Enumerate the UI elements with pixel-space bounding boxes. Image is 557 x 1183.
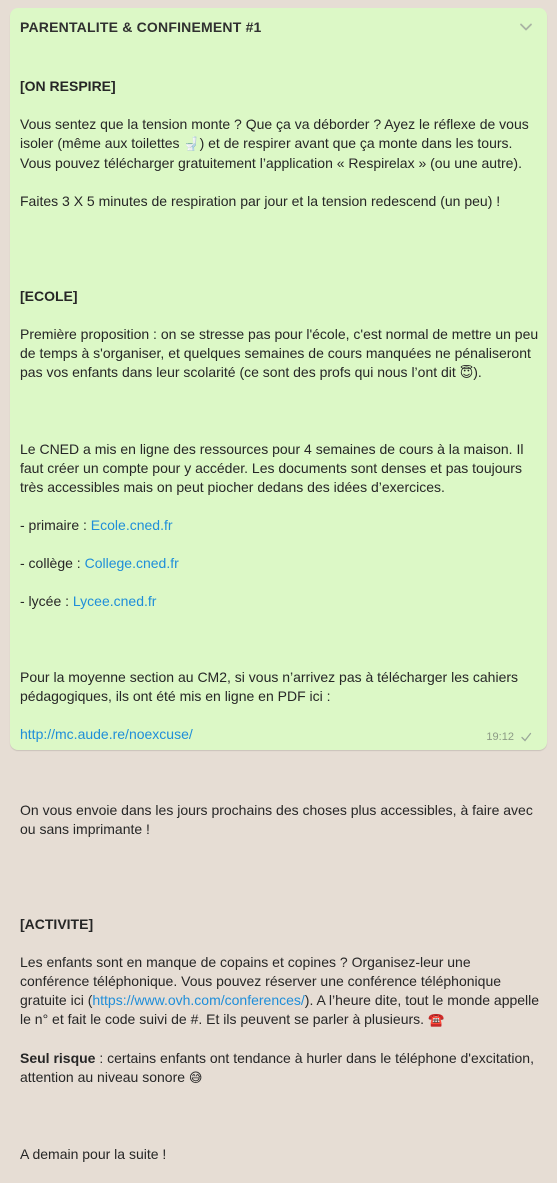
- cahiers-paragraph: Pour la moyenne section au CM2, si vous n’arrivez pas à télécharger les cahiers pédagogiques, ils ont été mis en ligne en PDF ici :: [20, 669, 519, 704]
- section-heading-activite: [ACTIVITE]: [20, 916, 94, 932]
- college-label: - collège :: [20, 555, 85, 571]
- ecole-text-a: Première proposition : on se stresse pas pour l'école, c'est normal de mettre un peu de temps à s'organiser, et quelques semaines de cours manquées ne pénaliseront pas vos enfants dans leur scolarité (ce sont des profs qui nous l’ont dit: [20, 326, 539, 380]
- message-meta: [486, 731, 535, 743]
- envoi-paragraph: On vous envoie dans les jours prochains des choses plus accessibles, à faire avec ou sans imprimante !: [20, 802, 533, 837]
- primaire-label: - primaire :: [20, 517, 91, 533]
- laughing-sweat-emoji: 😅: [188, 1071, 203, 1086]
- activite-text-b: ). A l’heure dite, tout le monde appelle le n° et fait le code suivi de #. Et ils peuvent se parler à plusieurs.: [20, 992, 540, 1027]
- activite-paragraph: [20, 953, 540, 1030]
- primaire-link[interactable]: Ecole.cned.fr: [90, 517, 173, 533]
- ovh-link[interactable]: https://www.ovh.com/conferences/: [92, 992, 305, 1008]
- risk-label: Seul risque: [20, 1050, 96, 1066]
- respire-paragraph-2: Faites 3 X 5 minutes de respiration par jour et la tension redescend (un peu) !: [20, 193, 501, 209]
- lycee-label: - lycée :: [20, 593, 73, 609]
- activite-text-a: Les enfants sont en manque de copains et copines ? Organisez-leur une conférence téléphonique. Vous pouvez réserver une conférence téléphonique gratuite ici (: [20, 954, 502, 1008]
- list-item-college: [20, 554, 540, 573]
- toilet-emoji: 🚽: [183, 137, 200, 152]
- message-bubble: [10, 8, 547, 1162]
- lycee-link[interactable]: Lycee.cned.fr: [72, 593, 157, 609]
- message-title: PARENTALITE & CONFINEMENT #1: [20, 19, 262, 35]
- college-link[interactable]: College.cned.fr: [84, 555, 179, 571]
- message-time: 19:12: [486, 731, 514, 743]
- ecole-text-b: ).: [473, 364, 482, 380]
- risk-paragraph: [20, 1049, 540, 1088]
- closing-text: A demain pour la suite !: [20, 1146, 167, 1162]
- list-item-lycee: [20, 592, 540, 611]
- section-heading-respire: [ON RESPIRE]: [20, 78, 116, 94]
- message-body: [20, 58, 540, 1183]
- section-heading-ecole: [ECOLE]: [20, 288, 78, 304]
- telephone-emoji: ☎️: [427, 1013, 445, 1028]
- double-check-icon: [521, 732, 535, 742]
- ecole-paragraph: [20, 325, 540, 383]
- respire-text-a: Vous sentez que la tension monte ? Que ça va déborder ? Ayez le réflexe de vous isoler (même aux toilettes: [20, 116, 529, 151]
- cned-paragraph: Le CNED a mis en ligne des ressources pour 4 semaines de cours à la maison. Il faut créer un compte pour y accéder. Les documents sont denses et pas toujours très accessibles mais on peut piocher dedans des idées d’exercices.: [20, 441, 524, 495]
- risk-text: : certains enfants ont tendance à hurler dans le téléphone d'excitation, attention au niveau sonore: [20, 1050, 534, 1085]
- noexcuse-link[interactable]: http://mc.aude.re/noexcuse/: [20, 726, 193, 742]
- list-item-primaire: [20, 516, 540, 535]
- respire-paragraph: [20, 115, 540, 173]
- respire-text-b: ) et de respirer avant que ça monte dans les tours. Vous pouvez télécharger gratuitement l’application « Respirelax » (ou une autre).: [20, 135, 522, 171]
- chevron-down-icon[interactable]: [519, 20, 533, 34]
- angel-emoji: 😇: [459, 366, 474, 381]
